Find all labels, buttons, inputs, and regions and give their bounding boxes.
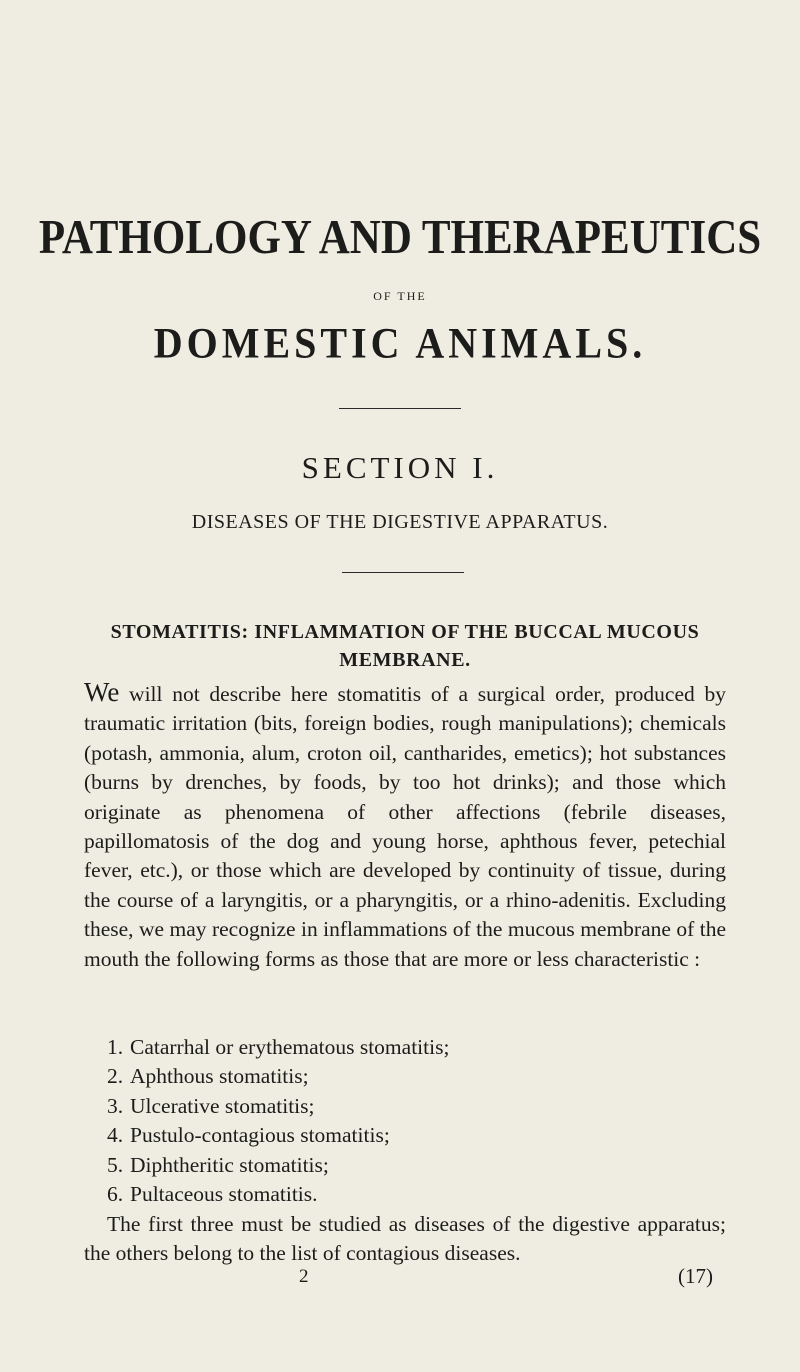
list-item-text: Pustulo-contagious stomatitis; [130, 1123, 390, 1148]
body-paragraph [84, 678, 726, 974]
list-item-number: 4. [107, 1123, 124, 1148]
closing-paragraph: The first three must be studied as diseases of the digestive apparatus; the others belong to the list of contagious diseases. [84, 1212, 726, 1266]
body-text: will not describe here stomatitis of a surgical order, produced by traumatic irritation (bits, foreign bodies, rough manipulations); chemicals (potash, ammonia, alum, croton oil, cantharides, emetics); hot substances (burns by drenches, by foods, by too hot drinks); and those which originate as phenomena of other affections (febrile diseases, papillomatosis of the dog and young horse, aphthous fever, petechial fever, etc.), or those which are developed by continuity of tissue, during the course of a laryngitis, or a pharyngitis, or a rhino-adenitis. Excluding these, we may recognize in inflammations of the mucous membrane of the mouth the following forms as those that are more or less characteristic : [84, 682, 726, 971]
list-item [107, 1092, 707, 1121]
list-item-number: 3. [107, 1093, 124, 1118]
list-item [107, 1121, 707, 1150]
stomatitis-forms-list [107, 1033, 707, 1209]
list-item-text: Pultaceous stomatitis. [130, 1182, 318, 1207]
section-heading: SECTION I. [301, 450, 499, 485]
list-item [107, 1180, 707, 1209]
divider-rule [339, 408, 461, 409]
list-item-number: 2. [107, 1064, 124, 1089]
list-item-number: 5. [107, 1152, 124, 1177]
list-item-text: Catarrhal or erythematous stomatitis; [130, 1035, 450, 1059]
page-number: (17) [678, 1264, 713, 1288]
of-the-label: OF THE [373, 289, 427, 303]
body-first-word: We [84, 677, 120, 707]
list-item-text: Aphthous stomatitis; [130, 1064, 309, 1089]
list-item [107, 1062, 707, 1091]
divider-rule [342, 572, 464, 573]
list-item [107, 1033, 707, 1062]
chapter-heading: DISEASES OF THE DIGESTIVE APPARATUS. [191, 511, 609, 533]
list-item-number: 6. [107, 1182, 124, 1207]
book-title: PATHOLOGY AND THERAPEUTICS [38, 211, 762, 265]
list-item-text: Diphtheritic stomatitis; [130, 1152, 329, 1177]
list-item-number: 1. [107, 1035, 124, 1059]
list-item [107, 1151, 707, 1180]
article-title: STOMATITIS: INFLAMMATION OF THE BUCCAL MUCOUS MEMBRANE. [110, 621, 700, 671]
book-subtitle: DOMESTIC ANIMALS. [153, 318, 647, 368]
signature-mark: 2 [299, 1266, 309, 1287]
list-item-text: Ulcerative stomatitis; [130, 1093, 315, 1118]
